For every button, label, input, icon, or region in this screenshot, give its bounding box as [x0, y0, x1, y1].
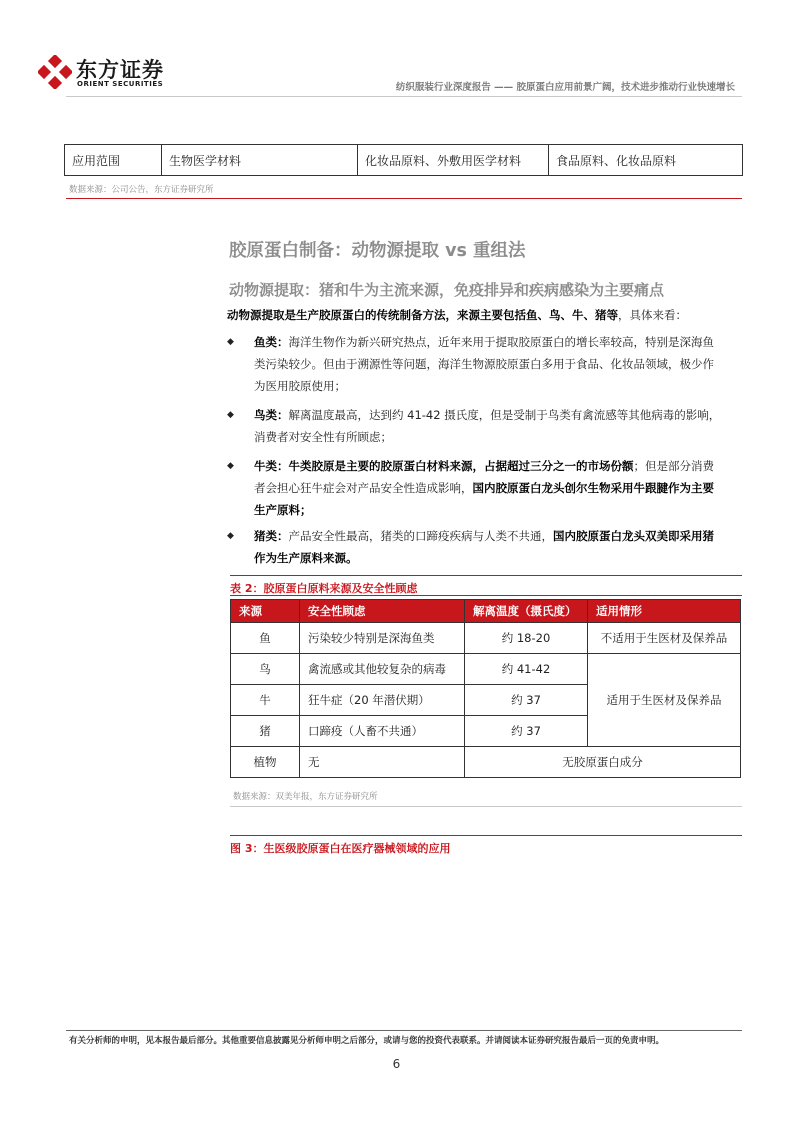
bullet-diamond-icon: ◆ — [227, 337, 234, 347]
bullet-label: 鸟类： — [254, 408, 289, 422]
footer-divider — [66, 1030, 742, 1031]
intro-paragraph — [227, 307, 687, 323]
table-cell: 牛 — [231, 685, 300, 716]
bullet-bold: 作为生产原料来源。 — [254, 551, 358, 565]
table-cell-merged: 无胶原蛋白成分 — [465, 747, 741, 778]
table-cell: 食品原料、化妆品原料 — [549, 145, 743, 176]
application-scope-table — [64, 144, 743, 176]
table-row — [231, 623, 741, 654]
table-cell: 约 18-20 — [465, 623, 588, 654]
source-divider — [66, 198, 742, 199]
table-cell: 污染较少特别是深海鱼类 — [300, 623, 465, 654]
bullet-label: 猪类： — [254, 529, 289, 543]
brand-name-en: ORIENT SECURITIES — [77, 80, 164, 88]
table-cell: 生物医学材料 — [162, 145, 358, 176]
bullet-bold: 国内胶原蛋白龙头创尔生物采用牛跟腱作为主要 — [472, 481, 714, 495]
bullet-text: 产品安全性最高，猪类的口蹄疫疾病与人类不共通， — [288, 529, 553, 543]
table-cell: 不适用于生医材及保养品 — [588, 623, 741, 654]
brand-logo-icon — [38, 55, 72, 89]
top-table-source: 数据来源：公司公告，东方证券研究所 — [69, 185, 214, 195]
bullet-bold: 国内胶原蛋白龙头双美即采用猪 — [553, 529, 714, 543]
table-header-row — [231, 600, 741, 623]
section-subtitle: 动物源提取：猪和牛为主流来源，免疫排异和疾病感染为主要痛点 — [229, 281, 665, 299]
bullet-label: 牛类： — [254, 459, 289, 473]
column-header: 适用情形 — [588, 600, 741, 623]
table-cell: 狂牛症（20 年潜伏期） — [300, 685, 465, 716]
column-header: 解离温度（摄氏度） — [465, 600, 588, 623]
collagen-source-table — [230, 599, 741, 778]
bullet-diamond-icon: ◆ — [227, 461, 234, 471]
table-cell: 鱼 — [231, 623, 300, 654]
bullet-text: ；但是部分消费 — [633, 459, 714, 473]
table-row — [231, 747, 741, 778]
table2-caption: 表 2：胶原蛋白原料来源及安全性顾虑 — [230, 582, 418, 595]
bullet-text: 者会担心狂牛症会对产品安全性造成影响， — [254, 481, 473, 495]
table-cell: 口蹄疫（人畜不共通） — [300, 716, 465, 747]
bullet-text: 消费者对安全性有所顾虑； — [254, 430, 392, 444]
bullet-pig — [227, 525, 743, 569]
report-title: 纺织服装行业深度报告 —— 胶原蛋白应用前景广阔，技术进步推动行业快速增长 — [395, 82, 735, 93]
table2-top-divider — [230, 575, 742, 576]
brand-name-cn: 东方证券 — [76, 58, 164, 82]
column-header: 来源 — [231, 600, 300, 623]
table2-caption-divider — [230, 595, 742, 596]
table2-bottom-divider — [230, 806, 742, 807]
table-row — [231, 654, 741, 685]
figure3-top-divider — [230, 835, 742, 836]
bullet-text: 海洋生物作为新兴研究热点，近年来用于提取胶原蛋白的增长率较高，特别是深海鱼 — [288, 335, 714, 349]
bullet-cattle — [227, 455, 743, 521]
bullet-label: 鱼类： — [254, 335, 289, 349]
intro-bold: 动物源提取是生产胶原蛋白的传统制备方法，来源主要包括鱼、鸟、牛、猪等 — [227, 308, 618, 322]
bullet-text: 类污染较少。但由于溯源性等问题，海洋生物源胶原蛋白多用于食品、化妆品领域，极少作 — [254, 357, 714, 371]
table-cell: 鸟 — [231, 654, 300, 685]
bullet-diamond-icon: ◆ — [227, 531, 234, 541]
header-divider — [66, 96, 742, 97]
table-cell: 禽流感或其他较复杂的病毒 — [300, 654, 465, 685]
bullet-bold: 生产原料； — [254, 503, 312, 517]
table-cell-merged: 适用于生医材及保养品 — [588, 654, 741, 747]
bullet-text: 解离温度最高，达到约 41-42 摄氏度，但是受制于鸟类有禽流感等其他病毒的影响， — [288, 408, 721, 422]
table-cell: 化妆品原料、外敷用医学材料 — [358, 145, 549, 176]
intro-rest: ，具体来看： — [618, 308, 687, 322]
bullet-fish — [227, 331, 743, 397]
figure3-caption: 图 3：生医级胶原蛋白在医疗器械领域的应用 — [230, 842, 451, 855]
bullet-bold: 牛类胶原是主要的胶原蛋白材料来源，占据超过三分之一的市场份额 — [288, 459, 634, 473]
section-title: 胶原蛋白制备：动物源提取 vs 重组法 — [229, 241, 526, 261]
table-cell: 约 37 — [465, 716, 588, 747]
bullet-diamond-icon: ◆ — [227, 410, 234, 420]
table-cell: 约 41-42 — [465, 654, 588, 685]
footer-disclaimer: 有关分析师的申明，见本报告最后部分。其他重要信息披露见分析师申明之后部分，或请与您的投资代表联系。并请阅读本证券研究报告最后一页的免责申明。 — [69, 1036, 665, 1046]
bullet-text: 为医用胶原使用； — [254, 379, 346, 393]
table-cell: 无 — [300, 747, 465, 778]
table-row — [65, 145, 743, 176]
table-cell: 应用范围 — [65, 145, 162, 176]
table-cell: 植物 — [231, 747, 300, 778]
table-cell: 约 37 — [465, 685, 588, 716]
column-header: 安全性顾虑 — [300, 600, 465, 623]
page-number: 6 — [392, 1057, 401, 1071]
bullet-bird — [227, 404, 743, 448]
table-cell: 猪 — [231, 716, 300, 747]
table2-source: 数据来源：双美年报，东方证券研究所 — [233, 792, 378, 802]
